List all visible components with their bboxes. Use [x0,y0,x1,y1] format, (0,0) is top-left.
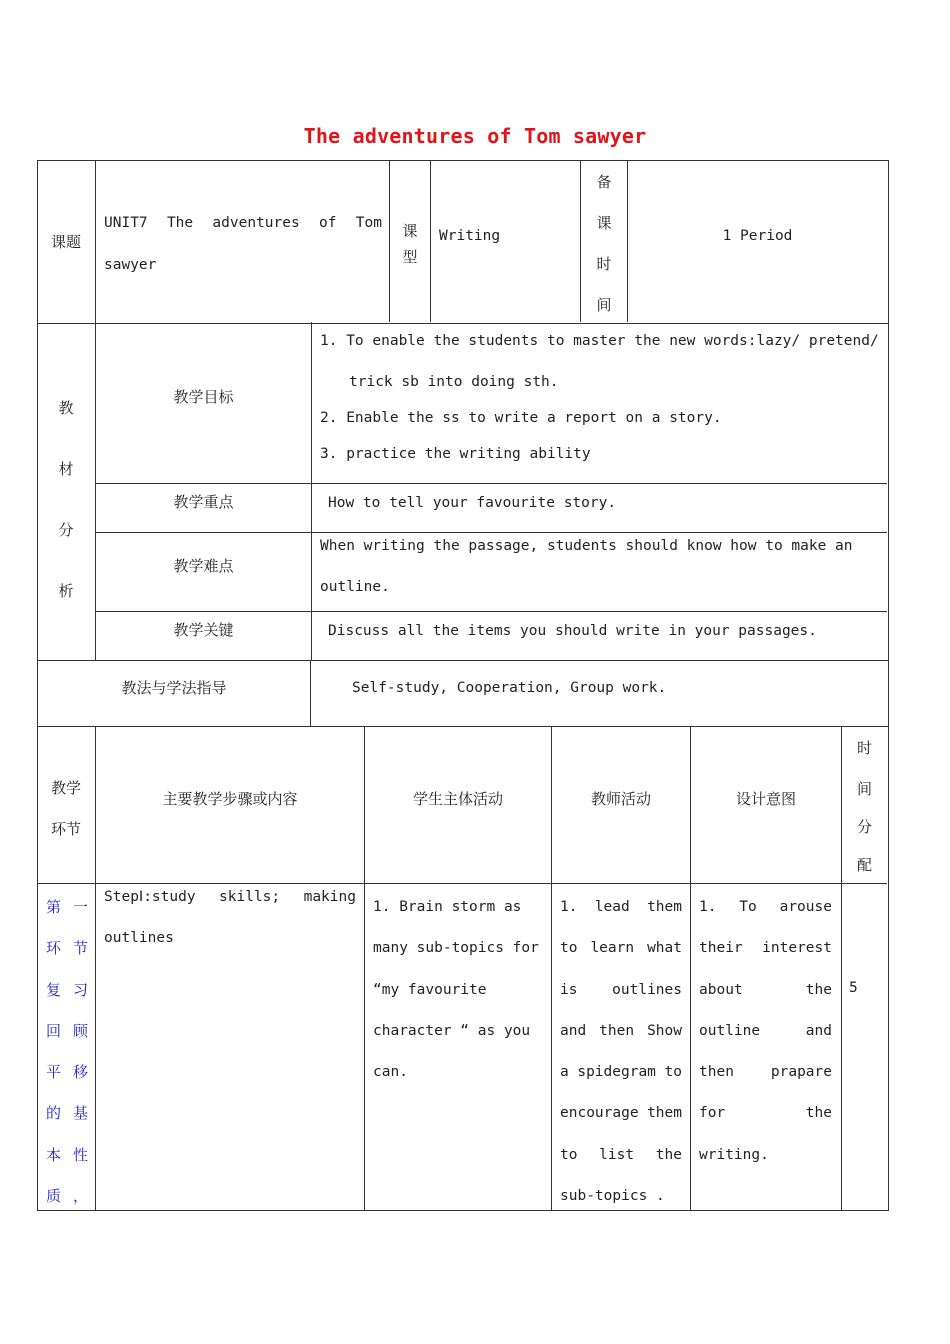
step1-stage: 第 一 环 节 复 习 回 顾 平 移 的 基 本 性 质 ， [46,898,88,1206]
step1-content-line1: StepⅠ:study skills; making [104,889,356,905]
objective-1-line1: 1. To enable the students to master the new words:lazy/ pretend/ [320,333,879,349]
label-prep-time: 备 课 时 间 [596,173,612,314]
objective-3: 3. practice the writing ability [320,446,591,462]
header-content: 主要教学步骤或内容 [162,790,298,808]
label-methods: 教法与学法指导 [121,679,227,697]
topic-value-line2: sawyer [104,257,157,273]
step1-time: 5 [849,980,858,996]
label-difficulties: 教学难点 [173,557,234,575]
objective-1-line2: trick sb into doing sth. [349,374,559,390]
label-topic: 课题 [50,233,81,251]
objective-2: 2. Enable the ss to write a report on a story. [320,410,722,426]
step1-content-line2: outlines [104,930,174,946]
label-material-analysis: 教 材 分 析 [58,399,74,600]
header-student-activity: 学生主体活动 [412,790,503,808]
label-key-points: 教学重点 [173,493,234,511]
methods-value: Self-study, Cooperation, Group work. [352,680,667,696]
difficulties-line1: When writing the passage, students should know how to make an [320,538,853,554]
key-value: Discuss all the items you should write in your passages. [328,623,817,639]
label-key: 教学关键 [173,621,234,639]
header-teacher-activity: 教师活动 [590,790,651,808]
header-design-intent: 设计意图 [735,790,796,808]
difficulties-line2: outline. [320,579,390,595]
lesson-type-value: Writing [439,228,501,244]
step1-student-activity: 1. Brain storm as many sub-topics for “my favourite character “ as you can. [373,899,539,1081]
label-objectives: 教学目标 [173,388,234,406]
topic-value-line1: UNIT7 The adventures of Tom [104,215,382,231]
step1-design-intent: 1. To arouse their interest about the outline and then prapare for the writing. [699,899,832,1163]
key-points-value: How to tell your favourite story. [328,495,617,511]
document-title: The adventures of Tom sawyer [303,124,647,148]
header-stage: 教学 环节 [50,779,81,838]
prep-time-value: 1 Period [722,228,793,244]
label-lesson-type: 课 型 [402,222,418,266]
step1-teacher-activity: 1. lead them to learn what is outlines and then Show a spidegram to encourage them to list the sub-topics . [560,899,682,1205]
header-time: 时 间 分 配 [856,739,872,874]
